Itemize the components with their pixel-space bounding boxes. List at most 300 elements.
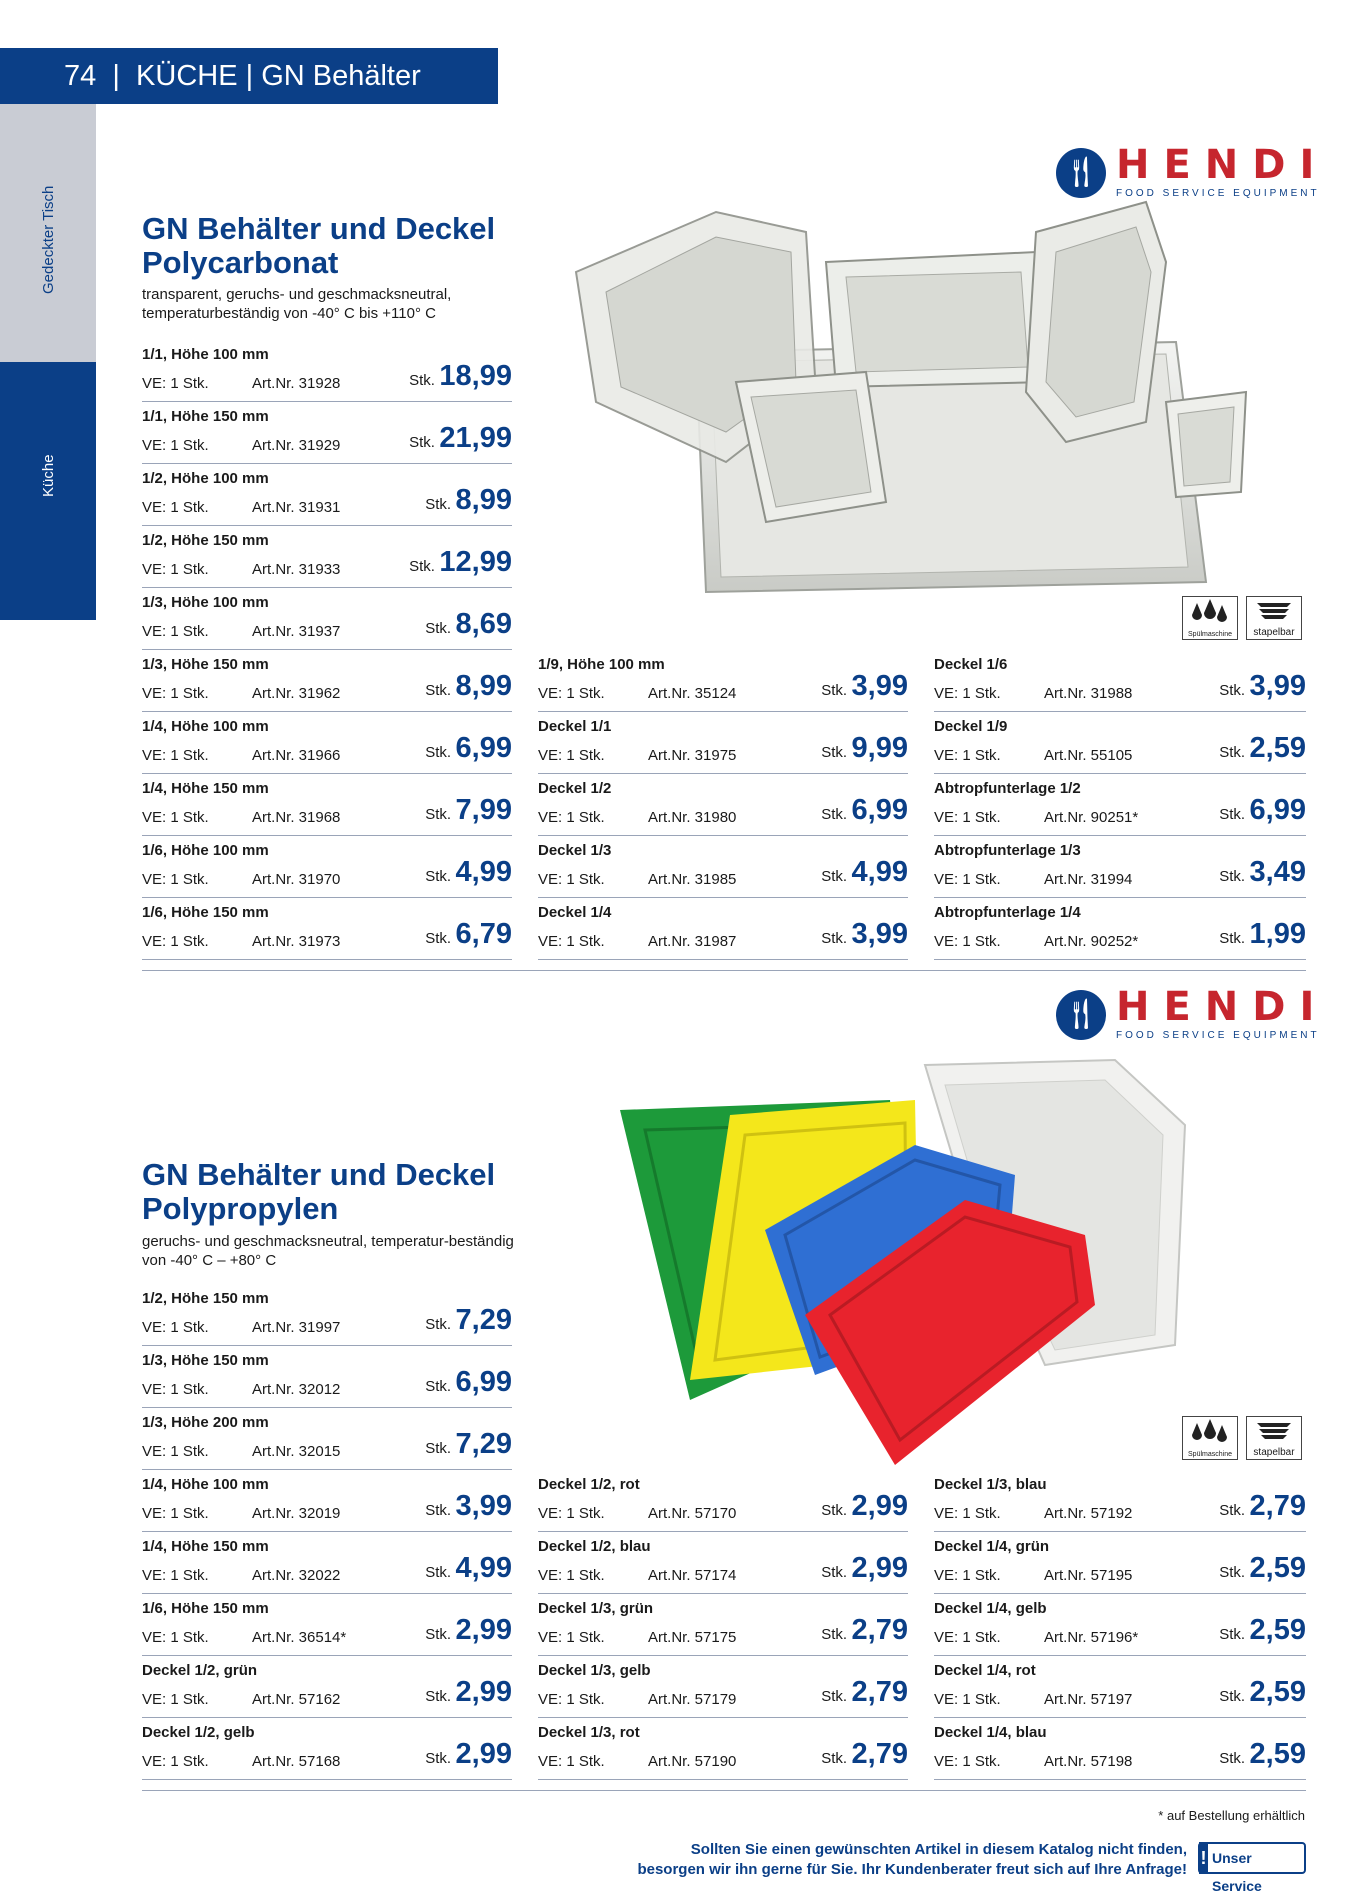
brand-name: HENDI bbox=[1116, 984, 1329, 1030]
price bbox=[425, 1428, 512, 1461]
price-unit: Stk. bbox=[409, 558, 435, 575]
article-number: Art.Nr. 31966 bbox=[252, 747, 341, 764]
article-number: Art.Nr. 36514* bbox=[252, 1629, 347, 1646]
packaging-unit: VE: 1 Stk. bbox=[142, 809, 209, 826]
product-row bbox=[142, 650, 512, 712]
sidebar-tab-label: Küche bbox=[40, 454, 57, 497]
article-number: Art.Nr. 32019 bbox=[252, 1505, 341, 1522]
product-name: 1/4, Höhe 100 mm bbox=[142, 718, 269, 735]
packaging-unit: VE: 1 Stk. bbox=[142, 685, 209, 702]
product-name: 1/2, Höhe 100 mm bbox=[142, 470, 269, 487]
price bbox=[1219, 1738, 1306, 1771]
price-value: 2,59 bbox=[1249, 1614, 1306, 1646]
product-name: Deckel 1/4, rot bbox=[934, 1662, 1036, 1679]
price bbox=[821, 1738, 908, 1771]
price-value: 6,99 bbox=[1249, 794, 1306, 826]
price-value: 2,99 bbox=[455, 1738, 512, 1770]
price bbox=[425, 1490, 512, 1523]
product-row bbox=[934, 1470, 1306, 1532]
breadcrumb: KÜCHE | GN Behälter bbox=[136, 60, 421, 92]
product-row bbox=[142, 1656, 512, 1718]
price-value: 3,99 bbox=[851, 670, 908, 702]
product-row bbox=[142, 1470, 512, 1532]
price-value: 4,99 bbox=[851, 856, 908, 888]
product-name: Deckel 1/3, blau bbox=[934, 1476, 1047, 1493]
price bbox=[821, 1676, 908, 1709]
price-unit: Stk. bbox=[1219, 1688, 1246, 1705]
price bbox=[425, 1614, 512, 1647]
article-number: Art.Nr. 31980 bbox=[648, 809, 737, 826]
product-row bbox=[934, 712, 1306, 774]
price-unit: Stk. bbox=[821, 1626, 848, 1643]
product-name: 1/2, Höhe 150 mm bbox=[142, 532, 269, 549]
price-unit: Stk. bbox=[425, 1502, 452, 1519]
price-unit: Stk. bbox=[1219, 1750, 1246, 1767]
product-row bbox=[934, 1718, 1306, 1780]
price-unit: Stk. bbox=[425, 1440, 452, 1457]
service-line: besorgen wir ihn gerne für Sie. Ihr Kundenberater freut sich auf Ihre Anfrage! bbox=[637, 1861, 1187, 1878]
price bbox=[425, 1676, 512, 1709]
article-number: Art.Nr. 31997 bbox=[252, 1319, 341, 1336]
price bbox=[821, 1614, 908, 1647]
product-row bbox=[538, 774, 908, 836]
price bbox=[425, 1304, 512, 1337]
price-unit: Stk. bbox=[409, 434, 435, 451]
product-name: 1/4, Höhe 100 mm bbox=[142, 1476, 269, 1493]
product-name: Deckel 1/4, blau bbox=[934, 1724, 1047, 1741]
price bbox=[1219, 1676, 1306, 1709]
price-value: 21,99 bbox=[439, 422, 512, 454]
packaging-unit: VE: 1 Stk. bbox=[538, 1505, 605, 1522]
brand-tagline: FOOD SERVICE EQUIPMENT bbox=[1116, 1030, 1320, 1041]
article-number: Art.Nr. 57198 bbox=[1044, 1753, 1133, 1770]
product-name: 1/2, Höhe 150 mm bbox=[142, 1290, 269, 1307]
price-value: 6,99 bbox=[455, 732, 512, 764]
price bbox=[425, 608, 512, 641]
price-value: 6,79 bbox=[455, 918, 512, 950]
packaging-unit: VE: 1 Stk. bbox=[934, 871, 1001, 888]
packaging-unit: VE: 1 Stk. bbox=[142, 933, 209, 950]
price-value: 8,69 bbox=[455, 608, 512, 640]
price-unit: Stk. bbox=[821, 682, 848, 699]
article-number: Art.Nr. 57179 bbox=[648, 1691, 737, 1708]
price bbox=[821, 732, 908, 765]
price-unit: Stk. bbox=[425, 496, 452, 513]
product-row bbox=[142, 1532, 512, 1594]
price-value: 18,99 bbox=[439, 360, 512, 392]
price-unit: Stk. bbox=[821, 1502, 848, 1519]
article-number: Art.Nr. 90252* bbox=[1044, 933, 1139, 950]
product-row bbox=[934, 1594, 1306, 1656]
product-row bbox=[142, 1594, 512, 1656]
dishwasher-caption: Spülmaschine bbox=[1188, 1451, 1232, 1458]
price-unit: Stk. bbox=[821, 868, 848, 885]
product-name: Deckel 1/3 bbox=[538, 842, 612, 859]
price-unit: Stk. bbox=[425, 682, 452, 699]
product-row bbox=[538, 1594, 908, 1656]
product-name: Deckel 1/6 bbox=[934, 656, 1008, 673]
price bbox=[425, 856, 512, 889]
price-unit: Stk. bbox=[425, 744, 452, 761]
stackable-icon bbox=[1246, 1416, 1302, 1460]
packaging-unit: VE: 1 Stk. bbox=[538, 871, 605, 888]
price-value: 8,99 bbox=[455, 670, 512, 702]
packaging-unit: VE: 1 Stk. bbox=[538, 685, 605, 702]
article-number: Art.Nr. 35124 bbox=[648, 685, 737, 702]
polycarbonate-containers-image bbox=[566, 192, 1256, 604]
product-name: Deckel 1/9 bbox=[934, 718, 1008, 735]
price bbox=[1219, 794, 1306, 827]
packaging-unit: VE: 1 Stk. bbox=[142, 1691, 209, 1708]
packaging-unit: VE: 1 Stk. bbox=[142, 871, 209, 888]
price bbox=[1219, 918, 1306, 951]
packaging-unit: VE: 1 Stk. bbox=[934, 1505, 1001, 1522]
article-number: Art.Nr. 31929 bbox=[252, 437, 341, 454]
product-name: 1/4, Höhe 150 mm bbox=[142, 1538, 269, 1555]
product-row bbox=[538, 1656, 908, 1718]
article-number: Art.Nr. 57196* bbox=[1044, 1629, 1139, 1646]
product-row bbox=[142, 774, 512, 836]
article-number: Art.Nr. 57168 bbox=[252, 1753, 341, 1770]
price-value: 2,99 bbox=[455, 1614, 512, 1646]
packaging-unit: VE: 1 Stk. bbox=[538, 747, 605, 764]
price-unit: Stk. bbox=[425, 930, 452, 947]
packaging-unit: VE: 1 Stk. bbox=[142, 499, 209, 516]
product-row bbox=[142, 464, 512, 526]
product-row bbox=[538, 898, 908, 960]
header-text: 74 | KÜCHE | GN Behälter bbox=[64, 60, 421, 92]
product-name: Abtropfunterlage 1/2 bbox=[934, 780, 1081, 797]
price-value: 3,49 bbox=[1249, 856, 1306, 888]
article-number: Art.Nr. 57190 bbox=[648, 1753, 737, 1770]
product-name: 1/6, Höhe 100 mm bbox=[142, 842, 269, 859]
packaging-unit: VE: 1 Stk. bbox=[142, 1381, 209, 1398]
product-name: 1/6, Höhe 150 mm bbox=[142, 904, 269, 921]
packaging-unit: VE: 1 Stk. bbox=[142, 1629, 209, 1646]
price-value: 12,99 bbox=[439, 546, 512, 578]
price-value: 2,59 bbox=[1249, 1552, 1306, 1584]
price-value: 7,99 bbox=[455, 794, 512, 826]
product-row bbox=[934, 774, 1306, 836]
section-title-polypropylen: GN Behälter und Deckel Polypropylen bbox=[142, 1157, 496, 1226]
article-number: Art.Nr. 31994 bbox=[1044, 871, 1133, 888]
product-row bbox=[142, 340, 512, 402]
packaging-unit: VE: 1 Stk. bbox=[934, 1753, 1001, 1770]
product-name: 1/3, Höhe 150 mm bbox=[142, 1352, 269, 1369]
packaging-unit: VE: 1 Stk. bbox=[142, 375, 209, 392]
article-number: Art.Nr. 57195 bbox=[1044, 1567, 1133, 1584]
packaging-unit: VE: 1 Stk. bbox=[934, 685, 1001, 702]
price-unit: Stk. bbox=[821, 1564, 848, 1581]
price-unit: Stk. bbox=[1219, 744, 1246, 761]
packaging-unit: VE: 1 Stk. bbox=[538, 1753, 605, 1770]
cutlery-icon: 🍴︎ bbox=[1056, 990, 1106, 1040]
price-unit: Stk. bbox=[425, 1750, 452, 1767]
dishwasher-caption: Spülmaschine bbox=[1188, 631, 1232, 638]
price-value: 2,59 bbox=[1249, 1738, 1306, 1770]
price-unit: Stk. bbox=[425, 1564, 452, 1581]
price-value: 7,29 bbox=[455, 1304, 512, 1336]
article-number: Art.Nr. 31973 bbox=[252, 933, 341, 950]
price-unit: Stk. bbox=[1219, 930, 1246, 947]
packaging-unit: VE: 1 Stk. bbox=[142, 561, 209, 578]
packaging-unit: VE: 1 Stk. bbox=[142, 1319, 209, 1336]
price-unit: Stk. bbox=[409, 372, 435, 389]
price-unit: Stk. bbox=[425, 1316, 452, 1333]
product-row bbox=[142, 526, 512, 588]
price-unit: Stk. bbox=[821, 1750, 848, 1767]
product-row bbox=[538, 836, 908, 898]
page-number: 74 bbox=[64, 60, 97, 92]
price-unit: Stk. bbox=[821, 930, 848, 947]
price-value: 2,99 bbox=[851, 1552, 908, 1584]
product-row bbox=[538, 1532, 908, 1594]
product-name: Deckel 1/2, blau bbox=[538, 1538, 651, 1555]
price-unit: Stk. bbox=[1219, 806, 1246, 823]
price-value: 3,99 bbox=[1249, 670, 1306, 702]
product-row bbox=[934, 1656, 1306, 1718]
price-value: 3,99 bbox=[455, 1490, 512, 1522]
price bbox=[425, 1552, 512, 1585]
sidebar-tab-gedeckter-tisch[interactable] bbox=[0, 104, 96, 362]
price bbox=[821, 670, 908, 703]
price-value: 2,99 bbox=[455, 1676, 512, 1708]
article-number: Art.Nr. 57170 bbox=[648, 1505, 737, 1522]
product-name: Deckel 1/4 bbox=[538, 904, 612, 921]
price-value: 2,79 bbox=[1249, 1490, 1306, 1522]
packaging-unit: VE: 1 Stk. bbox=[142, 1567, 209, 1584]
product-name: 1/9, Höhe 100 mm bbox=[538, 656, 665, 673]
price-unit: Stk. bbox=[1219, 682, 1246, 699]
product-row bbox=[142, 836, 512, 898]
product-name: 1/1, Höhe 100 mm bbox=[142, 346, 269, 363]
article-number: Art.Nr. 57192 bbox=[1044, 1505, 1133, 1522]
packaging-unit: VE: 1 Stk. bbox=[538, 809, 605, 826]
product-row bbox=[538, 650, 908, 712]
product-row bbox=[142, 1408, 512, 1470]
article-number: Art.Nr. 31933 bbox=[252, 561, 341, 578]
product-name: Deckel 1/3, rot bbox=[538, 1724, 640, 1741]
service-message bbox=[637, 1840, 1187, 1880]
price-value: 2,79 bbox=[851, 1738, 908, 1770]
price bbox=[425, 670, 512, 703]
price bbox=[409, 422, 512, 455]
price-unit: Stk. bbox=[425, 806, 452, 823]
price bbox=[425, 1366, 512, 1399]
product-name: 1/3, Höhe 100 mm bbox=[142, 594, 269, 611]
product-name: Deckel 1/2 bbox=[538, 780, 612, 797]
article-number: Art.Nr. 57197 bbox=[1044, 1691, 1133, 1708]
price bbox=[821, 1490, 908, 1523]
section-description: transparent, geruchs- und geschmacksneutral, temperaturbeständig von -40° C bis +110° C bbox=[142, 286, 452, 322]
article-number: Art.Nr. 31968 bbox=[252, 809, 341, 826]
product-name: Deckel 1/3, gelb bbox=[538, 1662, 651, 1679]
article-number: Art.Nr. 31987 bbox=[648, 933, 737, 950]
price bbox=[425, 918, 512, 951]
price-value: 2,79 bbox=[851, 1676, 908, 1708]
article-number: Art.Nr. 90251* bbox=[1044, 809, 1139, 826]
price-value: 3,99 bbox=[851, 918, 908, 950]
price bbox=[1219, 732, 1306, 765]
packaging-unit: VE: 1 Stk. bbox=[538, 1567, 605, 1584]
article-number: Art.Nr. 57174 bbox=[648, 1567, 737, 1584]
section-description: geruchs- und geschmacksneutral, temperatur-beständig von -40° C – +80° C bbox=[142, 1233, 514, 1269]
article-number: Art.Nr. 31970 bbox=[252, 871, 341, 888]
price-value: 2,99 bbox=[851, 1490, 908, 1522]
price bbox=[425, 1738, 512, 1771]
packaging-unit: VE: 1 Stk. bbox=[538, 1691, 605, 1708]
product-row bbox=[142, 402, 512, 464]
price-unit: Stk. bbox=[425, 868, 452, 885]
article-number: Art.Nr. 32015 bbox=[252, 1443, 341, 1460]
feature-icons bbox=[1182, 596, 1306, 640]
page-header bbox=[0, 48, 498, 104]
product-row bbox=[142, 712, 512, 774]
price bbox=[425, 732, 512, 765]
price-value: 2,79 bbox=[851, 1614, 908, 1646]
article-number: Art.Nr. 31931 bbox=[252, 499, 341, 516]
stackable-icon bbox=[1246, 596, 1302, 640]
section-divider bbox=[142, 1790, 1306, 1791]
packaging-unit: VE: 1 Stk. bbox=[538, 1629, 605, 1646]
price bbox=[821, 918, 908, 951]
packaging-unit: VE: 1 Stk. bbox=[142, 1505, 209, 1522]
price-unit: Stk. bbox=[425, 1688, 452, 1705]
product-name: 1/4, Höhe 150 mm bbox=[142, 780, 269, 797]
price-value: 2,59 bbox=[1249, 1676, 1306, 1708]
product-list-col-1 bbox=[142, 1284, 512, 1780]
article-number: Art.Nr. 32012 bbox=[252, 1381, 341, 1398]
service-line: Sollten Sie einen gewünschten Artikel in diesem Katalog nicht finden, bbox=[690, 1841, 1187, 1858]
product-name: 1/1, Höhe 150 mm bbox=[142, 408, 269, 425]
price-value: 4,99 bbox=[455, 856, 512, 888]
dishwasher-safe-icon bbox=[1182, 596, 1238, 640]
product-list-col-2 bbox=[538, 650, 908, 960]
product-list-col-3 bbox=[934, 650, 1306, 960]
price-unit: Stk. bbox=[425, 1626, 452, 1643]
product-row bbox=[934, 898, 1306, 960]
product-list-col-1 bbox=[142, 340, 512, 960]
price bbox=[425, 794, 512, 827]
article-number: Art.Nr. 31962 bbox=[252, 685, 341, 702]
product-name: Deckel 1/2, gelb bbox=[142, 1724, 255, 1741]
section-divider bbox=[142, 970, 1306, 971]
packaging-unit: VE: 1 Stk. bbox=[934, 1629, 1001, 1646]
price bbox=[1219, 856, 1306, 889]
product-row bbox=[934, 1532, 1306, 1594]
price-value: 1,99 bbox=[1249, 918, 1306, 950]
cutlery-icon: 🍴︎ bbox=[1056, 148, 1106, 198]
packaging-unit: VE: 1 Stk. bbox=[934, 809, 1001, 826]
article-number: Art.Nr. 57175 bbox=[648, 1629, 737, 1646]
price bbox=[409, 546, 512, 579]
dishwasher-safe-icon bbox=[1182, 1416, 1238, 1460]
price bbox=[1219, 1552, 1306, 1585]
price-unit: Stk. bbox=[1219, 1626, 1246, 1643]
price bbox=[1219, 1490, 1306, 1523]
polypropylene-lids-image bbox=[615, 1045, 1255, 1475]
price-value: 6,99 bbox=[455, 1366, 512, 1398]
price bbox=[1219, 670, 1306, 703]
price-value: 7,29 bbox=[455, 1428, 512, 1460]
product-name: Abtropfunterlage 1/4 bbox=[934, 904, 1081, 921]
service-badge-label: Unser Service bbox=[1212, 1850, 1262, 1894]
packaging-unit: VE: 1 Stk. bbox=[142, 623, 209, 640]
article-number: Art.Nr. 57162 bbox=[252, 1691, 341, 1708]
product-name: Abtropfunterlage 1/3 bbox=[934, 842, 1081, 859]
hendi-logo bbox=[1056, 984, 1329, 1043]
price bbox=[821, 794, 908, 827]
product-name: Deckel 1/2, grün bbox=[142, 1662, 258, 1679]
price bbox=[425, 484, 512, 517]
price-value: 6,99 bbox=[851, 794, 908, 826]
product-row bbox=[142, 898, 512, 960]
packaging-unit: VE: 1 Stk. bbox=[538, 933, 605, 950]
product-name: Deckel 1/1 bbox=[538, 718, 612, 735]
product-name: 1/6, Höhe 150 mm bbox=[142, 1600, 269, 1617]
price-unit: Stk. bbox=[1219, 868, 1246, 885]
packaging-unit: VE: 1 Stk. bbox=[142, 747, 209, 764]
article-number: Art.Nr. 31985 bbox=[648, 871, 737, 888]
product-row bbox=[538, 1718, 908, 1780]
product-name: Deckel 1/4, gelb bbox=[934, 1600, 1047, 1617]
product-list-col-2 bbox=[538, 1470, 908, 1780]
packaging-unit: VE: 1 Stk. bbox=[142, 1753, 209, 1770]
price bbox=[1219, 1614, 1306, 1647]
price-unit: Stk. bbox=[425, 1378, 452, 1395]
price-unit: Stk. bbox=[821, 806, 848, 823]
article-number: Art.Nr. 31928 bbox=[252, 375, 341, 392]
product-name: Deckel 1/4, grün bbox=[934, 1538, 1050, 1555]
price-value: 4,99 bbox=[455, 1552, 512, 1584]
packaging-unit: VE: 1 Stk. bbox=[142, 1443, 209, 1460]
product-name: Deckel 1/3, grün bbox=[538, 1600, 654, 1617]
brand-tagline: FOOD SERVICE EQUIPMENT bbox=[1116, 188, 1320, 199]
price-unit: Stk. bbox=[425, 620, 452, 637]
price bbox=[821, 1552, 908, 1585]
price bbox=[409, 360, 512, 393]
product-row bbox=[142, 1346, 512, 1408]
brand-name: HENDI bbox=[1116, 142, 1329, 188]
sidebar-tab-kueche[interactable] bbox=[0, 362, 96, 620]
packaging-unit: VE: 1 Stk. bbox=[934, 1691, 1001, 1708]
sidebar-tab-label: Gedeckter Tisch bbox=[40, 185, 57, 294]
product-name: 1/3, Höhe 150 mm bbox=[142, 656, 269, 673]
unser-service-badge[interactable] bbox=[1198, 1842, 1306, 1894]
price-unit: Stk. bbox=[821, 1688, 848, 1705]
product-name: 1/3, Höhe 200 mm bbox=[142, 1414, 269, 1431]
article-number: Art.Nr. 32022 bbox=[252, 1567, 341, 1584]
packaging-unit: VE: 1 Stk. bbox=[142, 437, 209, 454]
price-unit: Stk. bbox=[821, 744, 848, 761]
price-unit: Stk. bbox=[1219, 1564, 1246, 1581]
price bbox=[821, 856, 908, 889]
product-name: Deckel 1/2, rot bbox=[538, 1476, 640, 1493]
product-row bbox=[934, 650, 1306, 712]
footnote: * auf Bestellung erhältlich bbox=[1158, 1808, 1305, 1823]
article-number: Art.Nr. 31937 bbox=[252, 623, 341, 640]
stackable-caption: stapelbar bbox=[1253, 627, 1295, 638]
feature-icons bbox=[1182, 1416, 1306, 1460]
exclamation-icon: ! bbox=[1199, 1842, 1208, 1874]
article-number: Art.Nr. 55105 bbox=[1044, 747, 1133, 764]
product-row bbox=[142, 1284, 512, 1346]
price-value: 9,99 bbox=[851, 732, 908, 764]
price-value: 8,99 bbox=[455, 484, 512, 516]
article-number: Art.Nr. 31975 bbox=[648, 747, 737, 764]
packaging-unit: VE: 1 Stk. bbox=[934, 747, 1001, 764]
packaging-unit: VE: 1 Stk. bbox=[934, 1567, 1001, 1584]
